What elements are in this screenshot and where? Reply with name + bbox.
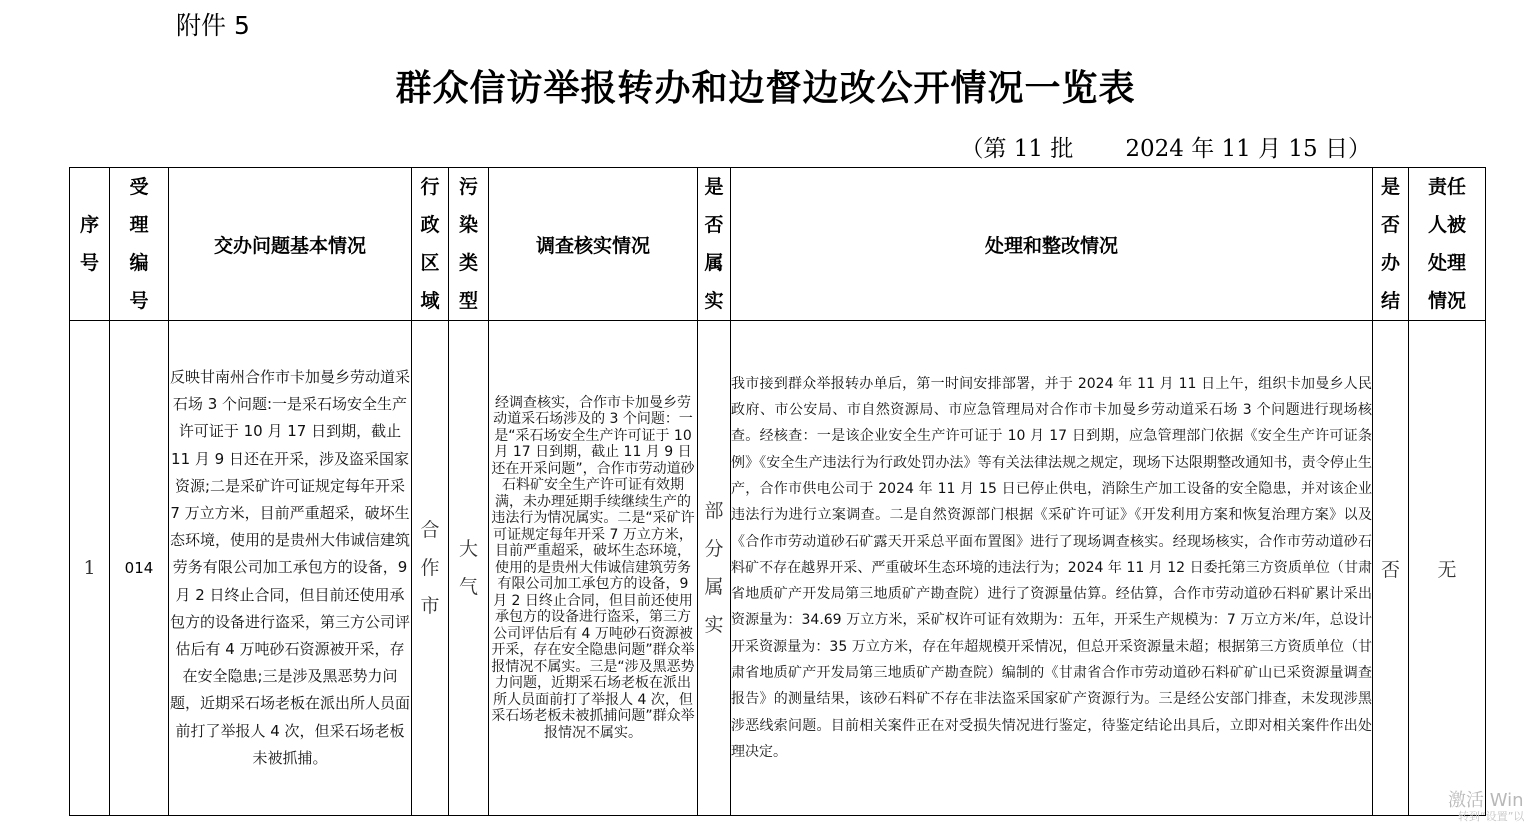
header-accountability: 责任人被处理情况 bbox=[1409, 168, 1486, 321]
batch-date: 2024 年 11 月 15 日） bbox=[1125, 136, 1371, 162]
row-seq: 1 bbox=[70, 321, 110, 816]
header-district: 行政区域 bbox=[412, 168, 449, 321]
row-investigation: 经调查核实，合作市卡加曼乡劳动道采石场涉及的 3 个问题：一是“采石场安全生产许可证于 10 月 17 日到期，截止 11 月 9 日还在开采问题”，合作市劳动道砂石料矿安全生产许可证有效期满，未办理延期手续继续生产的违法行为情况属实。二是“采矿许可证规定每年开采 7 万立方米，目前严重超采，破坏生态环境，使用的是贵州大伟诚信建筑劳务有限公司加工承包方的设备，9 月 2 日终止合同，但目前还使用承包方的设备进行盗采，第三方公司评估后有 4 万吨砂石资源被开采，存在安全隐患问题”群众举报情况不属实。三是“涉及黑恶势力问题，近期采石场老板在派出所人员面前打了举报人 4 次，但采石场老板未被抓捕问题”群众举报情况不属实。 bbox=[489, 321, 698, 816]
batch-number: （第 11 批 bbox=[960, 136, 1074, 162]
row-closed: 否 bbox=[1373, 321, 1409, 816]
row-issue: 反映甘南州合作市卡加曼乡劳动道采石场 3 个问题:一是采石场安全生产许可证于 10 月 17 日到期，截止 11 月 9 日还在开采，涉及盗采国家资源;二是采矿许可证规定每年开采 7 万立方米，目前严重超采，破坏生态环境，使用的是贵州大伟诚信建筑劳务有限公司加工承包方的设备，9 月 2 日终止合同，但目前还使用承包方的设备进行盗采，第三方公司评估后有 4 万吨砂石资源被开采，存在安全隐患;三是涉及黑恶势力问题，近期采石场老板在派出所人员面前打了举报人 4 次，但采石场老板未被抓捕。 bbox=[169, 321, 412, 816]
header-case-no: 受理编号 bbox=[110, 168, 169, 321]
header-seq: 序号 bbox=[70, 168, 110, 321]
header-issue: 交办问题基本情况 bbox=[169, 168, 412, 321]
header-pollution: 污染类型 bbox=[449, 168, 489, 321]
row-case-no: 014 bbox=[110, 321, 169, 816]
row-district: 合作市 bbox=[412, 321, 449, 816]
row-accountability: 无 bbox=[1409, 321, 1486, 816]
attachment-label: 附件 5 bbox=[176, 11, 250, 40]
batch-info bbox=[960, 130, 1371, 163]
header-row bbox=[70, 168, 1486, 321]
report-table bbox=[69, 167, 1486, 816]
document-title: 群众信访举报转办和边督边改公开情况一览表 bbox=[395, 67, 1136, 109]
activation-watermark: 激活 Win bbox=[1448, 790, 1524, 811]
header-closed: 是否办结 bbox=[1373, 168, 1409, 321]
row-pollution: 大气 bbox=[449, 321, 489, 816]
row-verified: 部分属实 bbox=[698, 321, 731, 816]
activation-watermark-sub: 转到“设置”以 bbox=[1458, 810, 1525, 823]
header-handling: 处理和整改情况 bbox=[731, 168, 1373, 321]
row-handling: 我市接到群众举报转办单后，第一时间安排部署，并于 2024 年 11 月 11 日上午，组织卡加曼乡人民政府、市公安局、市自然资源局、市应急管理局对合作市卡加曼乡劳动道采石场 3 个问题进行现场核查。经核查：一是该企业安全生产许可证于 10 月 17 日到期，应急管理部门依据《安全生产许可证条例》《安全生产违法行为行政处罚办法》等有关法律法规之规定，现场下达限期整改通知书，责令停止生产，合作市供电公司于 2024 年 11 月 15 日已停止供电，消除生产加工设备的安全隐患，并对该企业违法行为进行立案调查。二是自然资源部门根据《采矿许可证》《开发利用方案和恢复治理方案》以及《合作市劳动道砂石矿露天开采总平面布置图》进行了现场调查核实。经现场核实，合作市劳动道砂石料矿不存在越界开采、严重破坏生态环境的违法行为；2024 年 11 月 12 日委托第三方资质单位（甘肃省地质矿产开发局第三地质矿产勘查院）进行了资源量估算。经估算，合作市劳动道砂石料矿累计采出资源量为：34.69 万立方米，采矿权许可证有效期为：五年，开采生产规模为：7 万立方米/年，总设计开采资源量为：35 万立方米，存在年超规模开采情况，但总开采资源量未超；根据第三方资质单位（甘肃省地质矿产开发局第三地质矿产勘查院）编制的《甘肃省合作市劳动道砂石料矿矿山已采资源量调查报告》的测量结果，该砂石料矿不存在非法盗采国家矿产资源行为。三是经公安部门排查，未发现涉黑涉恶线索问题。目前相关案件正在对受损失情况进行鉴定，待鉴定结论出具后，立即对相关案件作出处理决定。 bbox=[731, 321, 1373, 816]
header-investigation: 调查核实情况 bbox=[489, 168, 698, 321]
header-verified: 是否属实 bbox=[698, 168, 731, 321]
table-row bbox=[70, 321, 1486, 816]
